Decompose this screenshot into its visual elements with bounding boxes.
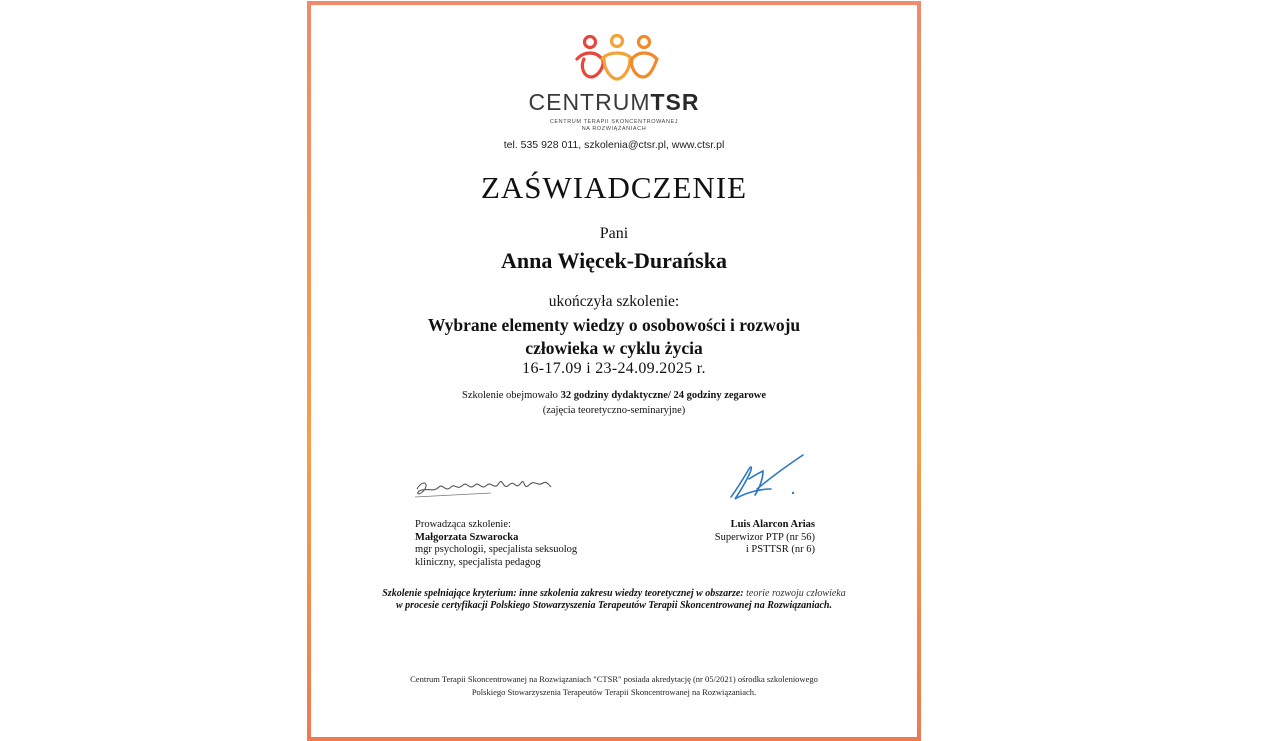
people-logo-icon [574,33,660,83]
lead-name: Małgorzata Szwarocka [415,531,519,543]
certification-criteria: Szkolenie spełniające kryterium: inne szkolenia zakresu wiedzy teoretycznej w obszarze: teorie rozwoju człowieka w procesie certyfikacji Polskiego Stowarzyszenia Terapeutów Terapii Skoncentrowanej na Rozwiązaniach. [382,588,846,611]
lead-signature [411,463,556,503]
brand-name: CENTRUMTSR [528,89,700,115]
contact-info: tel. 535 928 011, szkolenia@ctsr.pl, www.ctsr.pl [503,139,725,151]
supervisor-name: Luis Alarcon Arias [730,519,815,530]
completed-text: ukończyła szkolenie: [548,293,680,310]
supervisor-signature [719,449,809,507]
course-title: Wybrane elementy wiedzy o osobowości i rozwoju człowieka w cyklu życia [427,315,801,358]
course-hours: Szkolenie obejmowało 32 godziny dydaktyczne/ 24 godziny zegarowe [462,390,766,401]
certificate-page [307,1,921,741]
supervisor-title: Superwizor PTP (nr 56) [714,531,815,543]
lead-label: Prowadząca szkolenie: [415,519,511,530]
supervisor-block [715,519,815,557]
supervisor-title: i PSTTSR (nr 6) [745,544,815,555]
accreditation-footer: Centrum Terapii Skoncentrowanej na Rozwiązaniach "CTSR" posiada akredytację (nr 05/2021) ośrodka szkoleniowego Polskiego Stowarzyszenia Terapeutów Terapii Skoncentrowanej na Rozwiązaniach. [410,674,818,697]
certificate-title: ZAŚWIADCZENIE [480,170,748,205]
recipient-name: Anna Więcek-Durańska [501,248,727,273]
course-dates: 16-17.09 i 23-24.09.2025 r. [522,360,706,377]
course-format: (zajęcia teoretyczno-seminaryjne) [542,405,686,416]
lead-title: mgr psychologii, specjalista seksuolog [415,544,578,555]
salutation: Pani [599,225,629,242]
lead-title: kliniczny, specjalista pedagog [415,556,541,568]
brand-subtitle: CENTRUM TERAPII SKONCENTROWANEJ NA ROZWIĄZANIACH [549,119,679,132]
lead-instructor-block [415,519,577,569]
